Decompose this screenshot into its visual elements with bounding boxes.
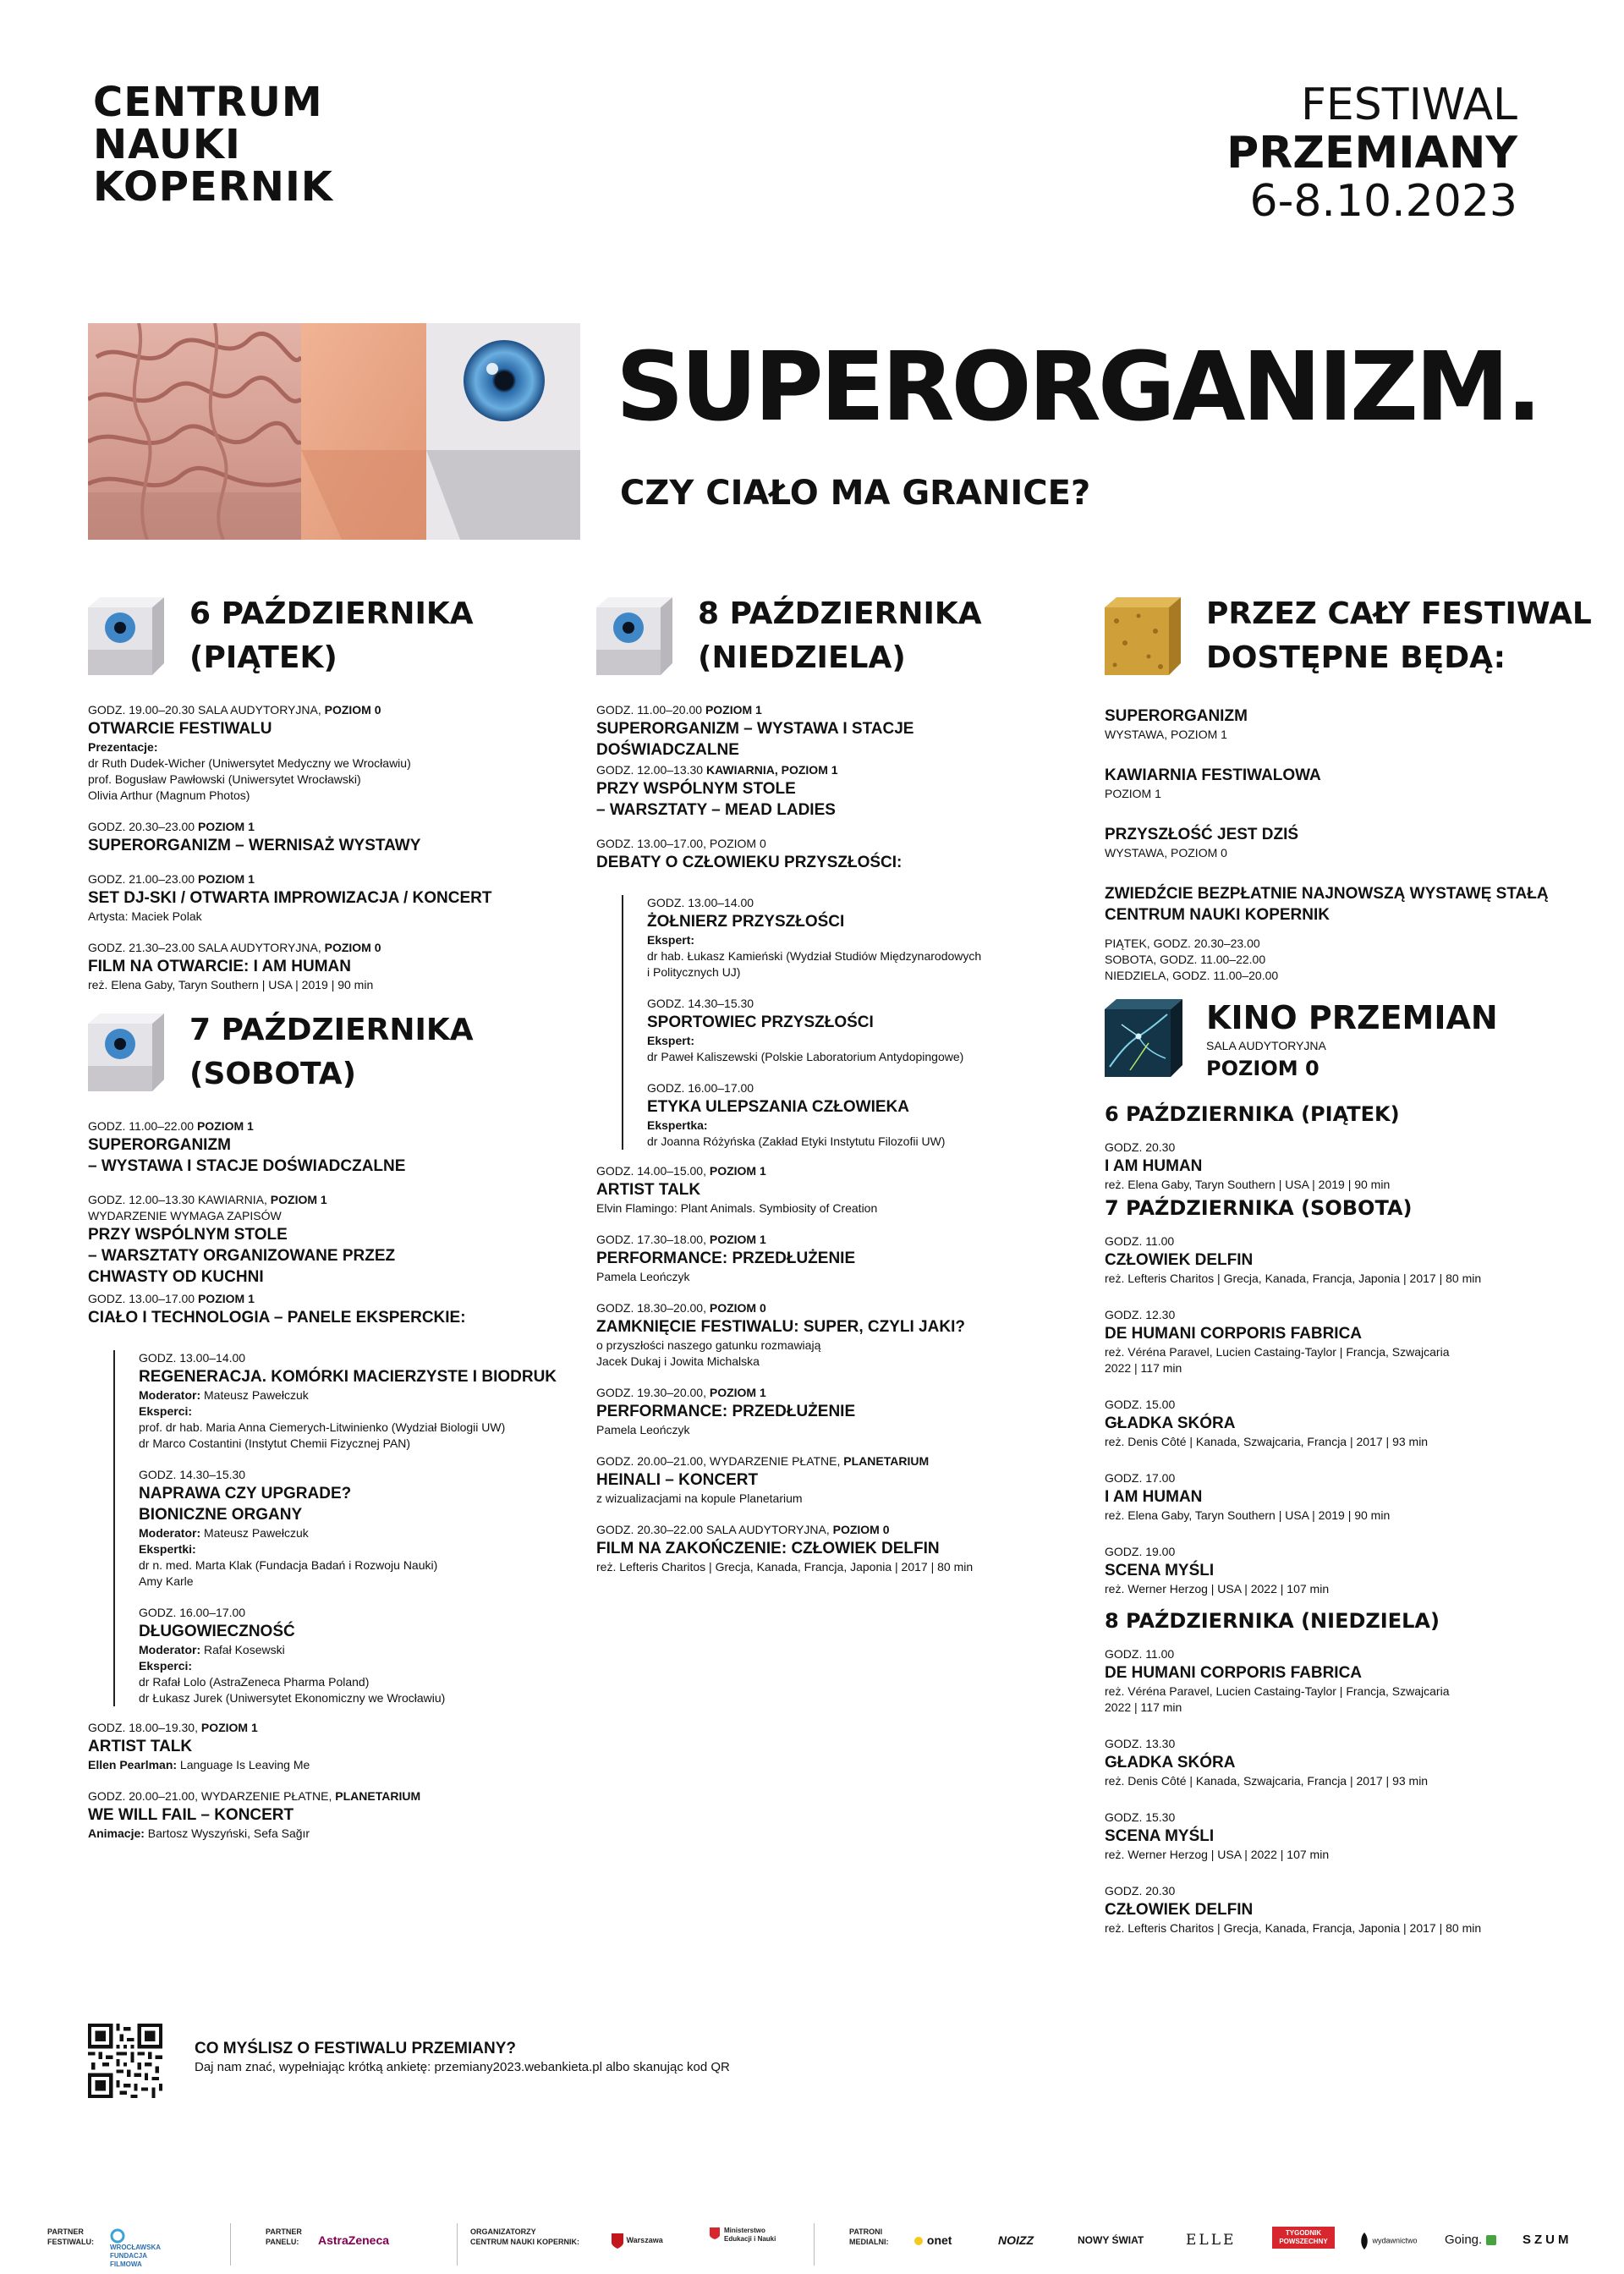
film-sat-4: GODZ. 17.00 I AM HUMAN reż. Elena Gaby, Taryn Southern | USA | 2019 | 90 min: [1105, 1471, 1391, 1522]
survey-block: [195, 2039, 730, 2076]
event-vernissage: GODZ. 20.30–23.00 POZIOM 1 SUPERORGANIZM – WERNISAŻ WYSTAWY: [88, 820, 421, 854]
onet-dot-icon: [914, 2236, 924, 2246]
event-sat-workshop: GODZ. 12.00–13.30 KAWIARNIA, POZIOM 1 WYDARZENIE WYMAGA ZAPISÓW PRZY WSPÓLNYM STOLE – WARSZTATY ORGANIZOWANE PRZEZ CHWASTY OD KUCHNI: [88, 1193, 396, 1286]
event-sat-concert: GODZ. 20.00–21.00, WYDARZENIE PŁATNE, PLANETARIUM WE WILL FAIL – KONCERT Animacje: Bartosz Wyszyński, Sefa Sağır: [88, 1789, 421, 1840]
partner-festival-label: PARTNER FESTIWALU:: [47, 2227, 94, 2246]
film-sat-3: GODZ. 15.00 GŁADKA SKÓRA reż. Denis Côté | Kanada, Szwajcaria, Francja | 2017 | 93 min: [1105, 1398, 1429, 1448]
event-sun-debates: GODZ. 13.00–17.00, POZIOM 0 DEBATY O CZŁOWIEKU PRZYSZŁOŚCI:: [596, 837, 903, 871]
panel-longevity: GODZ. 16.00–17.00 DŁUGOWIECZNOŚĆ Moderator: Rafał Kosewski Eksperci: dr Rafał Lolo (AstraZeneca Pharma Poland) dr Łukasz Jurek (Uniwersytet Ekonomiczny we Wrocławiu): [139, 1606, 446, 1705]
event-sat-artist-talk: GODZ. 18.00–19.30, POZIOM 1 ARTIST TALK Ellen Pearlman: Language Is Leaving Me: [88, 1721, 310, 1771]
film-sat-2: GODZ. 12.30 DE HUMANI CORPORIS FABRICA reż. Véréna Paravel, Lucien Castaing-Taylor | Francja, Szwajcaria 2022 | 117 min: [1105, 1308, 1450, 1375]
logo-line-1: CENTRUM: [93, 79, 323, 126]
kino-sat-title: 7 PAŹDZIERNIKA (SOBOTA): [1105, 1196, 1413, 1220]
all-item-exhibition: SUPERORGANIZM WYSTAWA, POZIOM 1: [1105, 707, 1248, 741]
going-square-icon: [1485, 2234, 1497, 2246]
partner-panel-label: PARTNER PANELU:: [266, 2227, 302, 2246]
day7-header: [88, 1008, 562, 1108]
day6-title: 6 PAŹDZIERNIKA (PIĄTEK): [189, 596, 474, 675]
festival-word: FESTIWAL: [1301, 80, 1517, 130]
film-sun-2: GODZ. 13.30 GŁADKA SKÓRA reż. Denis Côté | Kanada, Szwajcaria, Francja | 2017 | 93 min: [1105, 1737, 1429, 1788]
wff-circle-icon: [110, 2228, 125, 2244]
festival-name: PRZEMIANY: [1226, 128, 1517, 179]
kino-title: KINO PRZEMIAN: [1206, 999, 1498, 1036]
wydawnictwo-logo: wydawnictwo: [1358, 2232, 1418, 2250]
logo-line-3: KOPERNIK: [93, 163, 333, 211]
eye-icon: [464, 340, 545, 421]
film-sun-4: GODZ. 20.30 CZŁOWIEK DELFIN reż. Lefteris Charitos | Grecja, Kanada, Francja, Japonia | 2017 | 80 min: [1105, 1884, 1482, 1935]
kino-fri-title: 6 PAŹDZIERNIKA (PIĄTEK): [1105, 1102, 1400, 1126]
kino-place: SALA AUDYTORYJNA: [1206, 1039, 1326, 1052]
survey-qr-code[interactable]: [88, 2024, 162, 2098]
nowy-swiat-logo: NOWY ŚWIAT: [1078, 2234, 1144, 2246]
day7-title: 7 PAŹDZIERNIKA (SOBOTA): [189, 1013, 474, 1091]
event-opening-film: GODZ. 21.30–23.00 SALA AUDYTORYJNA, POZIOM 0 FILM NA OTWARCIE: I AM HUMAN reż. Elena Gaby, Taryn Southern | USA | 2019 | 90 min: [88, 941, 381, 991]
neuron-cube-icon: [1105, 999, 1182, 1077]
wff-logo: WROCŁAWSKA FUNDACJA FILMOWA: [110, 2228, 178, 2269]
survey-answer: Daj nam znać, wypełniając krótką ankietę: przemiany2023.webankieta.pl albo skanując kod QR: [195, 2060, 730, 2074]
cnk-logo: [93, 79, 333, 211]
all-festival-header: [1105, 592, 1592, 692]
footer-divider: [814, 2223, 815, 2266]
elle-logo: ELLE: [1186, 2232, 1237, 2249]
szum-logo: SZUM: [1522, 2233, 1572, 2247]
eye-cube-icon: [88, 1013, 164, 1091]
film-fri-1: GODZ. 20.30 I AM HUMAN reż. Elena Gaby, Taryn Southern | USA | 2019 | 90 min: [1105, 1140, 1391, 1191]
panel-upgrade: GODZ. 14.30–15.30 NAPRAWA CZY UPGRADE? BIONICZNE ORGANY Moderator: Mateusz Pawełczuk Ekspertki: dr n. med. Marta Klak (Fundacja Badań i Rozwoju Nauki) Amy Karle: [139, 1468, 438, 1588]
film-sun-3: GODZ. 15.30 SCENA MYŚLI reż. Werner Herzog | USA | 2022 | 107 min: [1105, 1810, 1330, 1861]
sponge-cube-icon: [1105, 597, 1181, 675]
media-patrons-label: PATRONI MEDIALNI:: [849, 2227, 889, 2246]
event-dj-set: GODZ. 21.00–23.00 POZIOM 1 SET DJ-SKI / OTWARTA IMPROWIZACJA / KONCERT Artysta: Maciek Polak: [88, 872, 492, 923]
hero-cube-image: [88, 323, 580, 540]
day6-header: [88, 592, 562, 692]
event-sun-concert: GODZ. 20.00–21.00, WYDARZENIE PŁATNE, PLANETARIUM HEINALI – KONCERT z wizualizacjami na kopule Planetarium: [596, 1454, 930, 1505]
warszawa-logo: Warszawa: [611, 2232, 663, 2249]
eye-cube-icon: [88, 597, 164, 675]
tygodnik-logo: TYGODNIK POWSZECHNY: [1272, 2227, 1335, 2249]
event-opening: GODZ. 19.00–20.30 SALA AUDYTORYJNA, POZIOM 0 OTWARCIE FESTIWALU Prezentacje: dr Ruth Dudek-Wicher (Uniwersytet Medyczny we Wrocławiu) prof. Bogusław Pawłowski (Uniwersytet Wrocławski) Olivia Arthur (Magnum Photos): [88, 703, 411, 802]
all-item-cafe: KAWIARNIA FESTIWALOWA POZIOM 1: [1105, 766, 1321, 800]
noizz-logo: NOIZZ: [998, 2233, 1034, 2247]
expert-panels-list: [113, 1350, 562, 1706]
panel-regeneration: GODZ. 13.00–14.00 REGENERACJA. KOMÓRKI MACIERZYSTE I BIODRUK Moderator: Mateusz Pawełczuk Eksperci: prof. dr hab. Maria Anna Ciemerych-Litwinienko (Wydział Biologii UW) dr Marco Costantini (Instytut Chemii Fizycznej PAN): [139, 1351, 557, 1450]
debates-list: [622, 895, 1087, 1150]
wydawnictwo-mark-icon: [1358, 2232, 1370, 2250]
footer-divider: [230, 2223, 231, 2266]
event-sun-closing-film: GODZ. 20.30–22.00 SALA AUDYTORYJNA, POZIOM 0 FILM NA ZAKOŃCZENIE: CZŁOWIEK DELFIN reż. Lefteris Charitos | Grecja, Kanada, Francja, Japonia | 2017 | 80 min: [596, 1523, 974, 1574]
event-sun-artist-talk: GODZ. 14.00–15.00, POZIOM 1 ARTIST TALK Elvin Flamingo: Plant Animals. Symbiosity of Creation: [596, 1164, 878, 1215]
film-sun-1: GODZ. 11.00 DE HUMANI CORPORIS FABRICA reż. Véréna Paravel, Lucien Castaing-Taylor | Francja, Szwajcaria 2022 | 117 min: [1105, 1647, 1450, 1714]
men-crest-icon: [709, 2227, 721, 2240]
onet-logo: onet: [914, 2232, 952, 2249]
organizers-label: ORGANIZATORZY CENTRUM NAUKI KOPERNIK:: [470, 2227, 579, 2246]
column-day-8: [596, 592, 1087, 1590]
festival-title-block: [1226, 81, 1517, 226]
astrazeneca-logo: AstraZeneca: [318, 2233, 390, 2247]
festival-dates: 6-8.10.2023: [1249, 176, 1517, 227]
eye-cube-icon: [596, 597, 672, 675]
footer-divider: [457, 2223, 458, 2266]
kino-sun-title: 8 PAŹDZIERNIKA (NIEDZIELA): [1105, 1609, 1440, 1633]
main-title: SUPERORGANIZM.: [616, 332, 1539, 442]
event-sun-exhibition: GODZ. 11.00–20.00 POZIOM 1 SUPERORGANIZM – WYSTAWA I STACJE DOŚWIADCZALNE: [596, 703, 914, 759]
survey-question: CO MYŚLISZ O FESTIWALU PRZEMIANY?: [195, 2040, 516, 2057]
event-sun-performance-2: GODZ. 19.30–20.00, POZIOM 1 PERFORMANCE: PRZEDŁUŻENIE Pamela Leończyk: [596, 1386, 856, 1436]
debate-ethics: GODZ. 16.00–17.00 ETYKA ULEPSZANIA CZŁOWIEKA Ekspertka: dr Joanna Różyńska (Zakład Etyki Instytutu Filozofii UW): [647, 1081, 946, 1148]
kino-level: POZIOM 0: [1206, 1057, 1320, 1080]
event-sun-closing: GODZ. 18.30–20.00, POZIOM 0 ZAMKNIĘCIE FESTIWALU: SUPER, CZYLI JAKI? o przyszłości naszego gatunku rozmawiają Jacek Dukaj i Jowita Michalska: [596, 1301, 965, 1368]
event-sun-performance-1: GODZ. 17.30–18.00, POZIOM 1 PERFORMANCE: PRZEDŁUŻENIE Pamela Leończyk: [596, 1233, 856, 1283]
logo-line-2: NAUKI: [93, 121, 241, 168]
all-item-permanent: ZWIEDŹCIE BEZPŁATNIE NAJNOWSZĄ WYSTAWĘ STAŁĄ CENTRUM NAUKI KOPERNIK PIĄTEK, GODZ. 20.30–23.00 SOBOTA, GODZ. 11.00–22.00 NIEDZIELA, GODZ. 11.00–20.00: [1105, 885, 1549, 982]
going-logo: Going.: [1445, 2232, 1497, 2249]
day8-title: 8 PAŹDZIERNIKA (NIEDZIELA): [698, 596, 982, 675]
kino-header: [1105, 999, 1561, 1092]
event-sat-exhibition: GODZ. 11.00–22.00 POZIOM 1 SUPERORGANIZM – WYSTAWA I STACJE DOŚWIADCZALNE: [88, 1119, 406, 1175]
column-day-6-7: [88, 592, 562, 1857]
film-sat-5: GODZ. 19.00 SCENA MYŚLI reż. Werner Herzog | USA | 2022 | 107 min: [1105, 1545, 1330, 1596]
men-logo: Ministerstwo Edukacji i Nauki: [709, 2227, 785, 2244]
all-festival-title: PRZEZ CAŁY FESTIWAL DOSTĘPNE BĘDĄ:: [1206, 596, 1592, 675]
warszawa-crest-icon: [611, 2233, 624, 2249]
all-item-future: PRZYSZŁOŚĆ JEST DZIŚ WYSTAWA, POZIOM 0: [1105, 826, 1299, 860]
debate-athlete: GODZ. 14.30–15.30 SPORTOWIEC PRZYSZŁOŚCI Ekspert: dr Paweł Kaliszewski (Polskie Laboratorium Antydopingowe): [647, 997, 964, 1063]
column-all-festival: [1105, 592, 1592, 1952]
main-subtitle: CZY CIAŁO MA GRANICE?: [620, 474, 1091, 513]
event-sun-workshop: GODZ. 12.00–13.30 KAWIARNIA, POZIOM 1 PRZY WSPÓLNYM STOLE – WARSZTATY – MEAD LADIES: [596, 763, 838, 819]
partners-footer: [47, 2216, 1587, 2267]
debate-soldier: GODZ. 13.00–14.00 ŻOŁNIERZ PRZYSZŁOŚCI Ekspert: dr hab. Łukasz Kamieński (Wydział Studiów Międzynarodowych i Politycznych UJ): [647, 896, 982, 979]
film-sat-1: GODZ. 11.00 CZŁOWIEK DELFIN reż. Lefteris Charitos | Grecja, Kanada, Francja, Japonia | 2017 | 80 min: [1105, 1234, 1482, 1285]
event-sat-panels: GODZ. 13.00–17.00 POZIOM 1 CIAŁO I TECHNOLOGIA – PANELE EKSPERCKIE:: [88, 1292, 466, 1326]
day8-header: [596, 592, 1087, 692]
